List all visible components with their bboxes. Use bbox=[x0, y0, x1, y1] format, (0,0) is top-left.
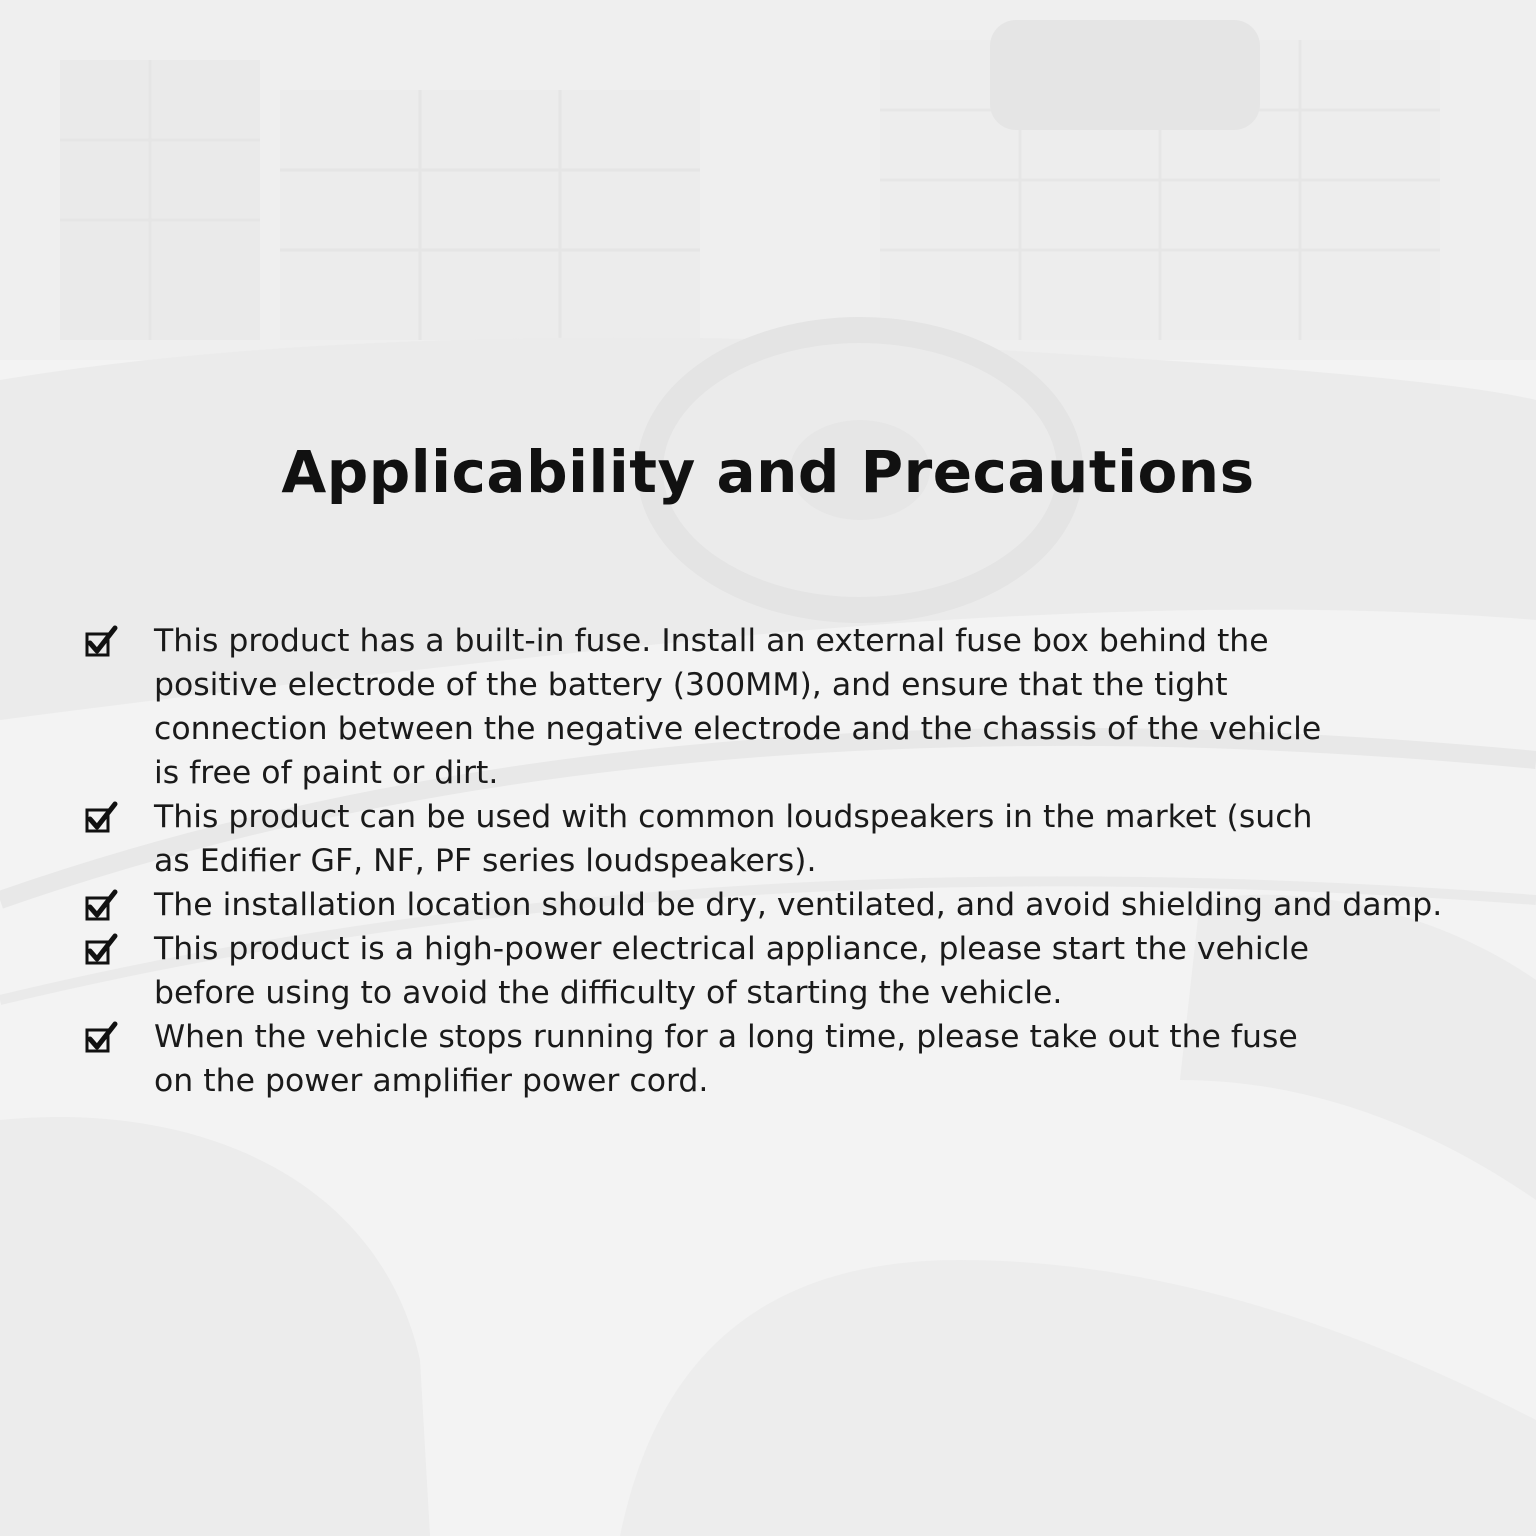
list-item-text-line: This product is a high-power electrical appliance, please start the vehicle bbox=[154, 931, 1310, 967]
list-item-text-line: connection between the negative electrode and the chassis of the vehicle bbox=[154, 711, 1322, 747]
list-item-text-line: This product can be used with common loudspeakers in the market (such bbox=[154, 799, 1313, 835]
checkbox-checked-icon bbox=[84, 889, 118, 923]
list-item-text-line: is free of paint or dirt. bbox=[154, 755, 499, 791]
list-item-text-line: This product has a built-in fuse. Install an external fuse box behind the bbox=[154, 623, 1269, 659]
list-item-text-line: on the power amplifier power cord. bbox=[154, 1063, 709, 1099]
checkbox-checked-icon bbox=[84, 933, 118, 967]
precautions-list bbox=[84, 619, 1504, 1103]
list-item-text-line: The installation location should be dry, ventilated, and avoid shielding and damp. bbox=[154, 887, 1443, 923]
list-item bbox=[84, 1015, 1504, 1103]
checkbox-checked-icon bbox=[84, 801, 118, 835]
list-item-text-line: as Edifier GF, NF, PF series loudspeakers). bbox=[154, 843, 817, 879]
list-item bbox=[84, 883, 1504, 927]
list-item bbox=[84, 795, 1504, 883]
page-title: Applicability and Precautions bbox=[281, 438, 1255, 506]
list-item bbox=[84, 927, 1504, 1015]
list-item-text-line: positive electrode of the battery (300MM), and ensure that the tight bbox=[154, 667, 1228, 703]
list-item-text-line: When the vehicle stops running for a long time, please take out the fuse bbox=[154, 1019, 1298, 1055]
checkbox-checked-icon bbox=[84, 625, 118, 659]
list-item-text-line: before using to avoid the difficulty of starting the vehicle. bbox=[154, 975, 1063, 1011]
list-item bbox=[84, 619, 1504, 795]
checkbox-checked-icon bbox=[84, 1021, 118, 1055]
